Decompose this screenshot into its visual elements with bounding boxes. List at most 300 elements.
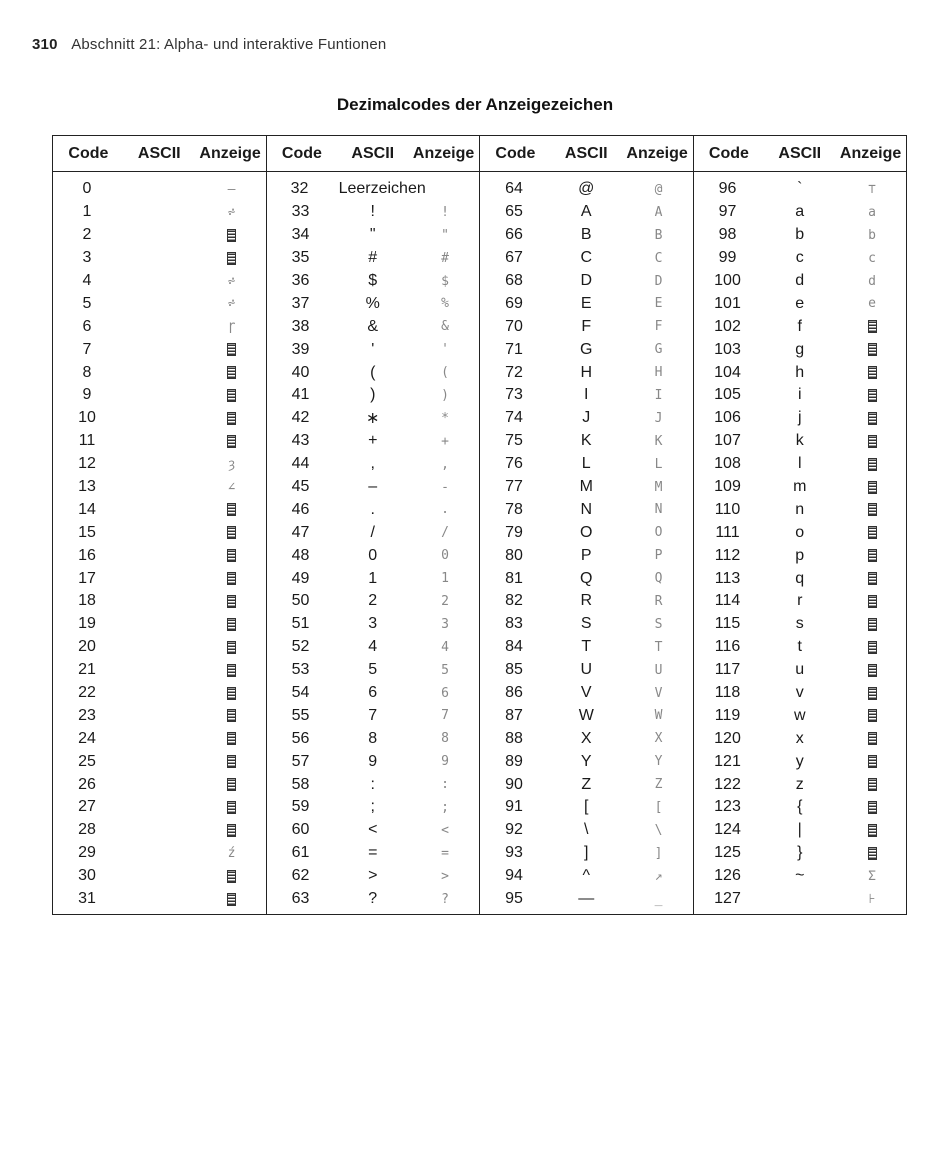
column-group-1 [53, 136, 266, 914]
table-row [53, 704, 266, 727]
display-cell: E [654, 296, 663, 312]
display-cell: H [654, 365, 663, 381]
table-row [480, 247, 693, 270]
code-cell: 30 [78, 867, 96, 885]
ascii-cell: v [795, 684, 804, 702]
display-cell [198, 388, 266, 403]
code-cell: 34 [291, 226, 310, 244]
ascii-cell: ` [797, 180, 803, 198]
segment-block-icon [868, 435, 877, 448]
table-row [53, 178, 266, 201]
table-row [694, 544, 907, 567]
code-cell: 79 [505, 523, 523, 541]
ascii-cell: J [582, 409, 591, 427]
table-row [53, 498, 266, 521]
table-row [694, 704, 907, 727]
display-cell: U [654, 662, 663, 678]
code-cell: 92 [505, 821, 523, 839]
table-row [53, 727, 266, 750]
segment-block-icon [868, 503, 877, 516]
table-row [480, 498, 693, 521]
table-row [267, 888, 480, 911]
ascii-cell: P [580, 546, 592, 564]
display-cell: % [441, 296, 449, 312]
segment-block-icon [868, 847, 877, 860]
display-cell [198, 869, 266, 884]
table-row [480, 590, 693, 613]
ascii-cell: c [795, 249, 804, 267]
display-cell: ; [441, 799, 449, 815]
display-cell: C [654, 250, 663, 266]
table-row [480, 704, 693, 727]
table-row [53, 819, 266, 842]
code-cell: 80 [505, 546, 523, 564]
ascii-cell: r [797, 592, 803, 610]
table-row [480, 292, 693, 315]
code-cell: 96 [718, 180, 737, 198]
table-row [267, 773, 480, 796]
ascii-cell: q [795, 569, 805, 587]
ascii-cell: E [580, 294, 592, 312]
display-cell: / [441, 525, 449, 541]
code-cell: 111 [715, 523, 740, 541]
code-cell: 73 [505, 386, 523, 404]
table-row [53, 682, 266, 705]
display-cell [838, 754, 906, 769]
display-cell: P [654, 548, 663, 564]
display-cell: = [441, 845, 449, 861]
segment-block-icon [227, 435, 236, 448]
display-cell: b [868, 227, 876, 243]
table-row [694, 636, 907, 659]
ascii-cell: $ [368, 272, 378, 289]
table-row [267, 659, 480, 682]
table-row [53, 613, 266, 636]
ascii-cell: " [369, 226, 376, 244]
code-cell: 103 [714, 340, 741, 358]
display-cell: a [868, 204, 876, 220]
ascii-cell: F [581, 317, 592, 335]
display-cell: ⩫ [227, 296, 236, 312]
segment-block-icon [227, 412, 236, 425]
code-cell: 64 [505, 180, 523, 198]
display-cell [198, 434, 266, 449]
table-row [53, 224, 266, 247]
code-cell: 69 [505, 294, 523, 312]
code-cell: 33 [291, 203, 310, 221]
display-cell [838, 594, 906, 609]
ascii-cell: D [580, 272, 593, 289]
display-cell [838, 342, 906, 357]
code-cell: 87 [505, 706, 523, 724]
code-cell: 68 [505, 272, 523, 289]
code-cell: 60 [291, 821, 310, 839]
ascii-cell: | [797, 821, 802, 839]
code-cell: 38 [291, 317, 310, 335]
ascii-cell: X [580, 729, 592, 747]
table-row [694, 430, 907, 453]
code-cell: 77 [505, 478, 523, 496]
ascii-cell: n [795, 500, 805, 518]
ascii-cell: > [368, 867, 378, 885]
display-cell: ⊤ [868, 181, 876, 197]
display-cell: + [441, 433, 449, 449]
ascii-cell: Q [580, 569, 593, 587]
ascii-cell: p [795, 546, 805, 564]
table-row [694, 178, 907, 201]
group-header [53, 136, 266, 172]
code-cell: 1 [82, 203, 92, 221]
table-row [694, 727, 907, 750]
display-cell: ȝ [227, 456, 236, 472]
table-row [267, 727, 480, 750]
code-cell: 48 [291, 546, 310, 564]
table-row [267, 590, 480, 613]
display-cell: , [441, 456, 449, 472]
ascii-cell: 9 [368, 752, 378, 770]
code-cell: 76 [505, 455, 523, 473]
table-row [53, 796, 266, 819]
table-row [267, 796, 480, 819]
ascii-cell: o [795, 523, 805, 541]
ascii-cell: + [368, 432, 378, 450]
segment-block-icon [868, 481, 877, 494]
code-cell: 61 [291, 844, 310, 862]
code-cell: 57 [291, 752, 310, 770]
table-row [53, 842, 266, 865]
code-cell: 23 [78, 706, 96, 724]
ascii-cell: V [580, 684, 592, 702]
display-cell: 9 [441, 754, 449, 770]
display-cell: 3 [441, 616, 449, 632]
table-row [53, 750, 266, 773]
display-cell: ⩫ [227, 273, 236, 289]
display-cell [838, 457, 906, 472]
segment-block-icon [227, 618, 236, 631]
display-cell: Y [654, 754, 663, 770]
segment-block-icon [868, 709, 877, 722]
code-cell: 52 [291, 638, 310, 656]
group-header [480, 136, 693, 172]
table-row [694, 613, 907, 636]
code-cell: 18 [78, 592, 96, 610]
header-ascii: ASCII [137, 144, 181, 162]
code-cell: 91 [505, 798, 523, 816]
table-row [267, 613, 480, 636]
ascii-cell: , [370, 455, 375, 473]
segment-block-icon [868, 595, 877, 608]
code-cell: 102 [714, 317, 741, 335]
table-row [53, 659, 266, 682]
table-row [480, 407, 693, 430]
display-cell [838, 388, 906, 403]
display-cell: X [654, 731, 663, 747]
code-cell: 93 [505, 844, 523, 862]
ascii-cell: ^ [582, 867, 590, 885]
segment-block-icon [227, 687, 236, 700]
display-cell [838, 548, 906, 563]
table-row [53, 590, 266, 613]
ascii-cell: d [795, 272, 805, 289]
table-row [694, 453, 907, 476]
table-row [267, 247, 480, 270]
ascii-cell: R [580, 592, 593, 610]
code-cell: 65 [505, 203, 523, 221]
display-cell: \ [654, 822, 663, 838]
table-row [267, 338, 480, 361]
code-cell: 101 [714, 294, 741, 312]
display-cell: . [441, 502, 449, 518]
ascii-cell: 4 [368, 638, 378, 656]
code-cell: 112 [714, 546, 741, 564]
ascii-cell: I [584, 386, 589, 404]
table-row [267, 567, 480, 590]
segment-block-icon [227, 732, 236, 745]
display-cell: _ [654, 891, 663, 907]
table-row [480, 636, 693, 659]
table-row [480, 727, 693, 750]
page-number: 310 [32, 36, 58, 53]
code-cell: 63 [291, 890, 310, 908]
ascii-cell: U [580, 661, 593, 679]
display-cell: F [654, 319, 663, 335]
code-cell: 58 [291, 775, 310, 793]
segment-block-icon [227, 893, 236, 906]
segment-block-icon [227, 595, 236, 608]
code-cell: 26 [78, 775, 96, 793]
code-cell: 81 [505, 569, 523, 587]
ascii-cell: 0 [368, 546, 378, 564]
display-cell: Q [654, 571, 663, 587]
display-cell: 2 [441, 593, 449, 609]
display-cell: ] [654, 845, 663, 861]
display-cell [198, 754, 266, 769]
table-row [53, 247, 266, 270]
display-cell: [ [654, 799, 663, 815]
table-row [267, 498, 480, 521]
code-cell: 107 [714, 432, 741, 450]
ascii-cell: ( [370, 363, 376, 381]
display-cell: T [654, 639, 663, 655]
code-cell: 108 [714, 455, 741, 473]
code-cell: 21 [78, 661, 96, 679]
ascii-cell: y [795, 752, 804, 770]
display-cell: ⊦ [868, 891, 876, 907]
code-cell: 74 [505, 409, 523, 427]
segment-block-icon [227, 801, 236, 814]
code-cell: 124 [714, 821, 741, 839]
table-row [480, 224, 693, 247]
display-cell [198, 777, 266, 792]
code-cell: 19 [78, 615, 96, 633]
table-row [480, 521, 693, 544]
display-cell: < [441, 822, 449, 838]
ascii-cell: ; [370, 798, 375, 816]
header-code: Code [708, 144, 749, 162]
display-cell: ∠ [227, 479, 236, 495]
table-row [480, 270, 693, 293]
display-cell: e [868, 296, 876, 312]
code-cell: 78 [505, 500, 523, 518]
segment-block-icon [868, 343, 877, 356]
table-row [267, 384, 480, 407]
code-cell: 22 [78, 684, 96, 702]
code-cell: 55 [291, 706, 310, 724]
header-display: Anzeige [199, 144, 261, 162]
table-row [694, 270, 907, 293]
header-display: Anzeige [839, 144, 902, 162]
table-row [694, 567, 907, 590]
table-row [53, 407, 266, 430]
ascii-cell: ∗ [366, 410, 380, 428]
code-cell: 0 [82, 180, 92, 198]
ascii-cell: Z [581, 775, 592, 793]
table-row [480, 315, 693, 338]
ascii-cell: & [367, 317, 379, 335]
table-row [267, 270, 480, 293]
ascii-cell: = [368, 844, 378, 862]
display-cell [198, 823, 266, 838]
code-cell: 27 [78, 798, 96, 816]
display-cell [838, 777, 906, 792]
ascii-cell: ! [370, 203, 375, 221]
segment-block-icon [227, 755, 236, 768]
segment-block-icon [227, 366, 236, 379]
table-row [694, 292, 907, 315]
segment-block-icon [227, 664, 236, 677]
table-row [480, 750, 693, 773]
table-row [53, 201, 266, 224]
ascii-cell: { [797, 798, 803, 816]
code-cell: 72 [505, 363, 523, 381]
display-cell: – [227, 181, 236, 197]
code-cell: 37 [291, 294, 310, 312]
display-cell: 8 [441, 731, 449, 747]
ascii-cell: z [795, 775, 804, 793]
table-row [53, 292, 266, 315]
ascii-cell: i [797, 386, 802, 404]
ascii-cell: A [580, 203, 592, 221]
ascii-cell: ~ [795, 867, 805, 885]
display-cell [198, 502, 266, 517]
table-row [267, 430, 480, 453]
segment-block-icon [868, 824, 877, 837]
ascii-cell: 7 [368, 706, 378, 724]
table-row [694, 361, 907, 384]
code-cell: 47 [291, 523, 310, 541]
segment-block-icon [868, 618, 877, 631]
code-cell: 44 [291, 455, 310, 473]
table-row [480, 338, 693, 361]
code-cell: 120 [714, 729, 741, 747]
code-cell: 75 [505, 432, 523, 450]
code-cell: 70 [505, 317, 523, 335]
table-row [480, 476, 693, 499]
header-ascii: ASCII [778, 144, 822, 162]
code-cell: 95 [505, 890, 523, 908]
table-row [267, 750, 480, 773]
display-cell: M [654, 479, 663, 495]
segment-block-icon [868, 320, 877, 333]
display-cell: Z [654, 777, 663, 793]
table-row [694, 773, 907, 796]
table-row [53, 315, 266, 338]
ascii-cell: h [795, 363, 805, 381]
code-cell: 113 [714, 569, 741, 587]
codes-table [52, 135, 907, 915]
display-cell: J [654, 410, 663, 426]
display-cell [838, 846, 906, 861]
display-cell: > [441, 868, 449, 884]
code-cell: 29 [78, 844, 96, 862]
display-cell: & [441, 319, 449, 335]
code-cell: 116 [714, 638, 741, 656]
segment-block-icon [227, 252, 236, 265]
ascii-cell: j [797, 409, 802, 427]
code-cell: 66 [505, 226, 523, 244]
display-cell: 7 [441, 708, 449, 724]
column-group-2 [266, 136, 480, 914]
code-cell: 125 [714, 844, 741, 862]
table-row [53, 270, 266, 293]
ascii-cell: O [580, 523, 593, 541]
table-row [267, 476, 480, 499]
segment-block-icon [868, 755, 877, 768]
ascii-cell: a [795, 203, 805, 221]
display-cell: O [654, 525, 663, 541]
table-row [480, 384, 693, 407]
code-cell: 4 [82, 272, 92, 289]
ascii-cell: w [793, 706, 806, 724]
segment-block-icon [227, 503, 236, 516]
display-cell [198, 892, 266, 907]
table-row [694, 247, 907, 270]
code-cell: 119 [714, 706, 741, 724]
ascii-cell: t [797, 638, 802, 656]
table-row [53, 338, 266, 361]
column-group-4 [693, 136, 907, 914]
code-cell: 114 [714, 592, 741, 610]
code-cell: 59 [291, 798, 310, 816]
segment-block-icon [227, 641, 236, 654]
display-cell [198, 525, 266, 540]
display-cell [838, 731, 906, 746]
table-row [267, 521, 480, 544]
code-cell: 71 [505, 340, 523, 358]
code-cell: 121 [714, 752, 741, 770]
table-row [694, 384, 907, 407]
segment-block-icon [868, 366, 877, 379]
table-row [267, 544, 480, 567]
code-cell: 106 [714, 409, 741, 427]
display-cell: 4 [441, 639, 449, 655]
ascii-cell: L [581, 455, 591, 473]
table-row [53, 384, 266, 407]
segment-block-icon [868, 412, 877, 425]
table-row [694, 315, 907, 338]
ascii-cell: } [797, 844, 803, 862]
code-cell: 25 [78, 752, 96, 770]
ascii-cell: b [795, 226, 805, 244]
table-row [694, 842, 907, 865]
display-cell: ) [441, 387, 449, 403]
code-cell: 62 [291, 867, 310, 885]
segment-block-icon [868, 549, 877, 562]
ascii-cell: – [368, 478, 378, 496]
display-cell: V [654, 685, 663, 701]
ascii-cell: B [580, 226, 592, 244]
display-cell [198, 640, 266, 655]
